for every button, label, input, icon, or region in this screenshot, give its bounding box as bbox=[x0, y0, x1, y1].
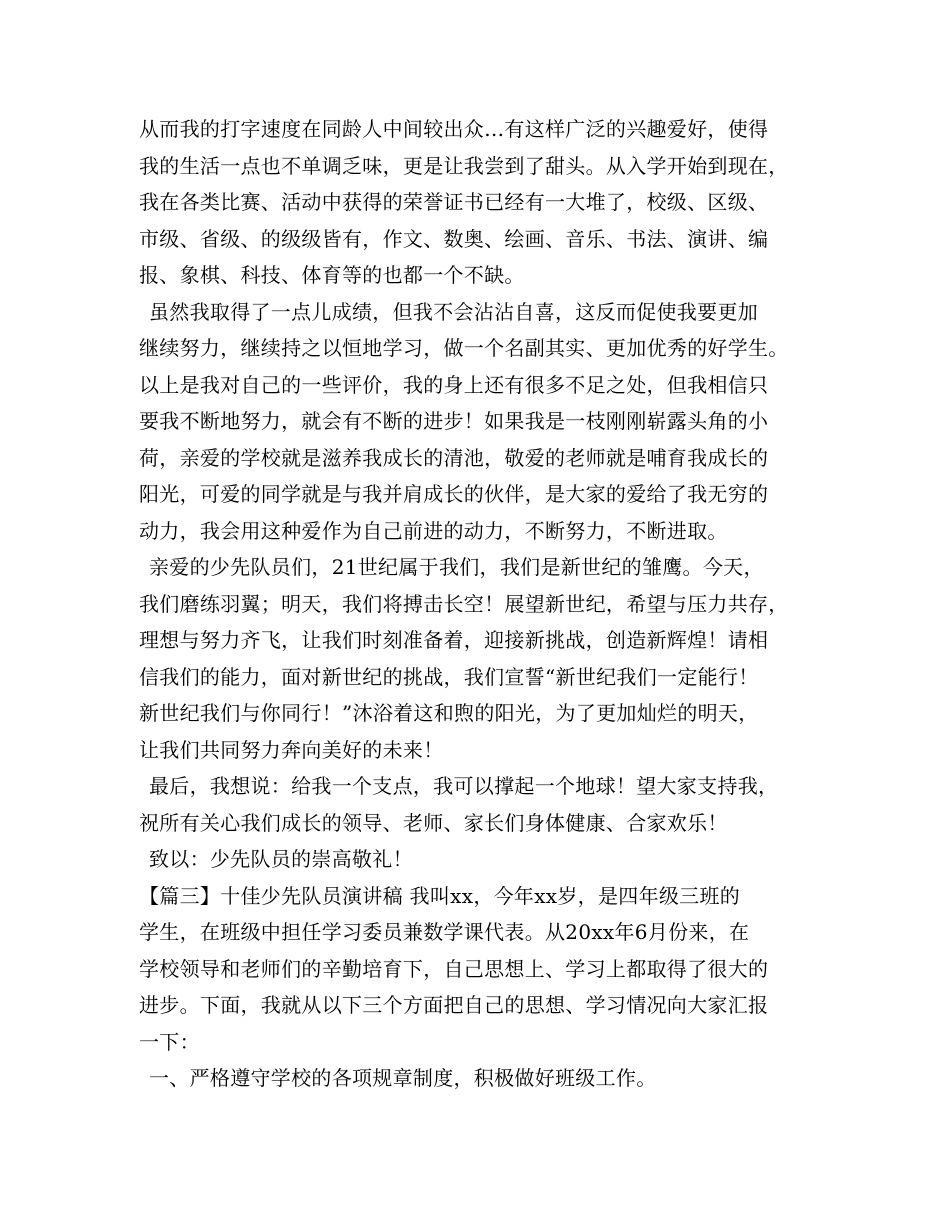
text-line: 进步。下面，我就从以下三个方面把自己的思想、学习情况向大家汇报 bbox=[139, 993, 769, 1017]
paragraph-start-line: 最后，我想说：给我一个支点，我可以撑起一个地球！望大家支持我， bbox=[149, 774, 779, 798]
text-line: 我在各类比赛、活动中获得的荣誉证书已经有一大堆了，校级、区级、 bbox=[139, 190, 769, 214]
text-line: 一下： bbox=[139, 1029, 200, 1054]
text-line: 阳光，可爱的同学就是与我并肩成长的伙伴，是大家的爱给了我无穷的 bbox=[139, 482, 769, 506]
text-line: 新世纪我们与你同行！”沐浴着这和煦的阳光，为了更加灿烂的明天， bbox=[139, 701, 759, 725]
document-body bbox=[139, 111, 839, 1097]
paragraph-start-line: 亲爱的少先队员们，21世纪属于我们，我们是新世纪的雏鹰。今天， bbox=[149, 555, 764, 579]
text-line: 市级、省级、的级级皆有，作文、数奥、绘画、音乐、书法、演讲、编 bbox=[139, 226, 769, 251]
text-line: 让我们共同努力奔向美好的未来！ bbox=[139, 737, 444, 762]
list-item-line: 一、严格遵守学校的各项规章制度，积极做好班级工作。 bbox=[149, 1066, 657, 1090]
text-line: 我的生活一点也不单调乏味，更是让我尝到了甜头。从入学开始到现在， bbox=[139, 153, 789, 178]
text-line: 荷，亲爱的学校就是滋养我成长的清池，敬爱的老师就是哺育我成长的 bbox=[139, 445, 769, 470]
text-line: 动力，我会用这种爱作为自己前进的动力，不断努力，不断进取。 bbox=[139, 518, 728, 543]
text-line: 学生，在班级中担任学习委员兼数学课代表。从20xx年6月份来，在 bbox=[139, 920, 750, 944]
text-line: 报、象棋、科技、体育等的也都一个不缺。 bbox=[139, 263, 525, 287]
section-heading-line: 【篇三】十佳少先队员演讲稿 我叫xx，今年xx岁，是四年级三班的 bbox=[139, 883, 741, 908]
text-line: 继续努力，继续持之以恒地学习，做一个名副其实、更加优秀的好学生。 bbox=[139, 336, 789, 360]
paragraph-start-line: 虽然我取得了一点儿成绩，但我不会沾沾自喜，这反而促使我要更加 bbox=[149, 299, 758, 324]
text-line: 学校领导和老师们的辛勤培育下，自己思想上、学习上都取得了很大的 bbox=[139, 956, 769, 981]
text-line: 从而我的打字速度在同龄人中间较出众…有这样广泛的兴趣爱好，使得 bbox=[139, 117, 769, 141]
text-line: 理想与努力齐飞，让我们时刻准备着，迎接新挑战，创造新辉煌！请相 bbox=[139, 628, 769, 652]
text-line: 我们磨练羽翼；明天，我们将搏击长空！展望新世纪，希望与压力共存， bbox=[139, 591, 789, 616]
text-line: 祝所有关心我们成长的领导、老师、家长们身体健康、合家欢乐！ bbox=[139, 810, 728, 835]
text-line: 以上是我对自己的一些评价，我的身上还有很多不足之处，但我相信只 bbox=[139, 372, 769, 397]
text-line: 要我不断地努力，就会有不断的进步！如果我是一枝刚刚崭露头角的小 bbox=[139, 409, 769, 433]
closing-salute-line: 致以：少先队员的崇高敬礼！ bbox=[149, 847, 413, 871]
text-line: 信我们的能力，面对新世纪的挑战，我们宣誓“新世纪我们一定能行！ bbox=[139, 664, 759, 689]
